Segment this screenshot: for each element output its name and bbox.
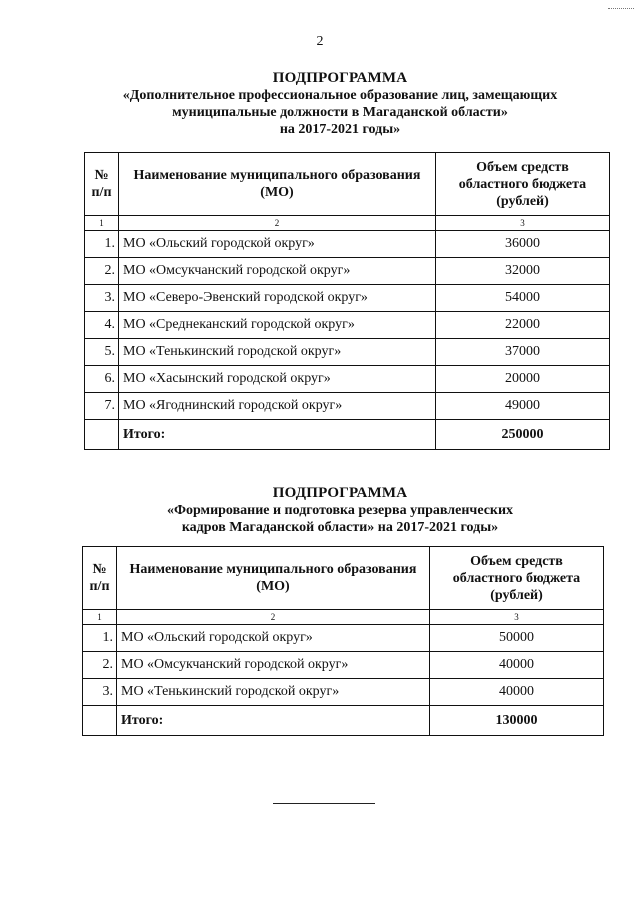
total-empty-cell xyxy=(85,420,119,450)
column-index: 2 xyxy=(119,216,436,231)
section-1-heading xyxy=(60,70,620,138)
budget-amount: 40000 xyxy=(430,679,604,706)
row-number: 2. xyxy=(85,258,119,285)
section-2-heading xyxy=(60,485,620,536)
municipality-name: МО «Тенькинский городской округ» xyxy=(119,339,436,366)
section-1-title: ПОДПРОГРАММА xyxy=(272,70,408,86)
total-label: Итого: xyxy=(119,420,436,450)
municipality-name: МО «Ольский городской округ» xyxy=(119,231,436,258)
section-1-subtitle-line-3: на 2017-2021 годы» xyxy=(279,122,401,137)
budget-amount: 54000 xyxy=(436,285,610,312)
table-header-row xyxy=(85,153,610,216)
table-row xyxy=(83,625,604,652)
budget-amount: 37000 xyxy=(436,339,610,366)
row-number: 3. xyxy=(83,679,117,706)
total-empty-cell xyxy=(83,706,117,736)
budget-amount: 49000 xyxy=(436,393,610,420)
budget-amount: 50000 xyxy=(430,625,604,652)
column-header-amount: Объем средств областного бюджета (рублей) xyxy=(430,547,604,610)
table-row xyxy=(83,679,604,706)
column-header-name: Наименование муниципального образования (МО) xyxy=(119,153,436,216)
section-1-subtitle-line-1: «Дополнительное профессиональное образование лиц, замещающих xyxy=(122,88,558,103)
municipality-name: МО «Ягоднинский городской округ» xyxy=(119,393,436,420)
table-row xyxy=(85,231,610,258)
section-2-subtitle-line-2: кадров Магаданской области» на 2017-2021 годы» xyxy=(181,520,499,535)
total-label: Итого: xyxy=(117,706,430,736)
row-number: 4. xyxy=(85,312,119,339)
budget-amount: 40000 xyxy=(430,652,604,679)
footer-separator-line xyxy=(273,803,375,804)
column-header-name: Наименование муниципального образования (МО) xyxy=(117,547,430,610)
budget-amount: 22000 xyxy=(436,312,610,339)
budget-table-1 xyxy=(84,152,610,450)
table-row xyxy=(85,285,610,312)
total-amount: 250000 xyxy=(436,420,610,450)
row-number: 7. xyxy=(85,393,119,420)
page-number: 2 xyxy=(316,34,324,49)
budget-table-2 xyxy=(82,546,604,736)
row-number: 1. xyxy=(85,231,119,258)
municipality-name: МО «Ольский городской округ» xyxy=(117,625,430,652)
column-index: 3 xyxy=(436,216,610,231)
municipality-name: МО «Среднеканский городской округ» xyxy=(119,312,436,339)
municipality-name: МО «Тенькинский городской округ» xyxy=(117,679,430,706)
table-header-row xyxy=(83,547,604,610)
total-row xyxy=(83,706,604,736)
row-number: 1. xyxy=(83,625,117,652)
row-number: 6. xyxy=(85,366,119,393)
column-header-num: № п/п xyxy=(83,547,117,610)
row-number: 5. xyxy=(85,339,119,366)
row-number: 3. xyxy=(85,285,119,312)
section-1-subtitle-line-2: муниципальные должности в Магаданской области» xyxy=(172,105,508,120)
column-index: 1 xyxy=(83,610,117,625)
budget-amount: 32000 xyxy=(436,258,610,285)
row-number: 2. xyxy=(83,652,117,679)
table-row xyxy=(85,312,610,339)
table-row xyxy=(85,366,610,393)
column-index: 2 xyxy=(117,610,430,625)
total-row xyxy=(85,420,610,450)
column-header-num: № п/п xyxy=(85,153,119,216)
table-row xyxy=(85,393,610,420)
municipality-name: МО «Омсукчанский городской округ» xyxy=(117,652,430,679)
corner-mark xyxy=(608,8,634,9)
budget-amount: 20000 xyxy=(436,366,610,393)
table-row xyxy=(85,258,610,285)
table-row xyxy=(85,339,610,366)
column-header-amount: Объем средств областного бюджета (рублей) xyxy=(436,153,610,216)
section-2-subtitle-line-1: «Формирование и подготовка резерва управленческих xyxy=(166,503,514,518)
column-index-row xyxy=(85,216,610,231)
table-row xyxy=(83,652,604,679)
total-amount: 130000 xyxy=(430,706,604,736)
section-2-title: ПОДПРОГРАММА xyxy=(272,485,408,501)
column-index: 1 xyxy=(85,216,119,231)
municipality-name: МО «Хасынский городской округ» xyxy=(119,366,436,393)
column-index-row xyxy=(83,610,604,625)
municipality-name: МО «Северо-Эвенский городской округ» xyxy=(119,285,436,312)
municipality-name: МО «Омсукчанский городской округ» xyxy=(119,258,436,285)
budget-amount: 36000 xyxy=(436,231,610,258)
column-index: 3 xyxy=(430,610,604,625)
